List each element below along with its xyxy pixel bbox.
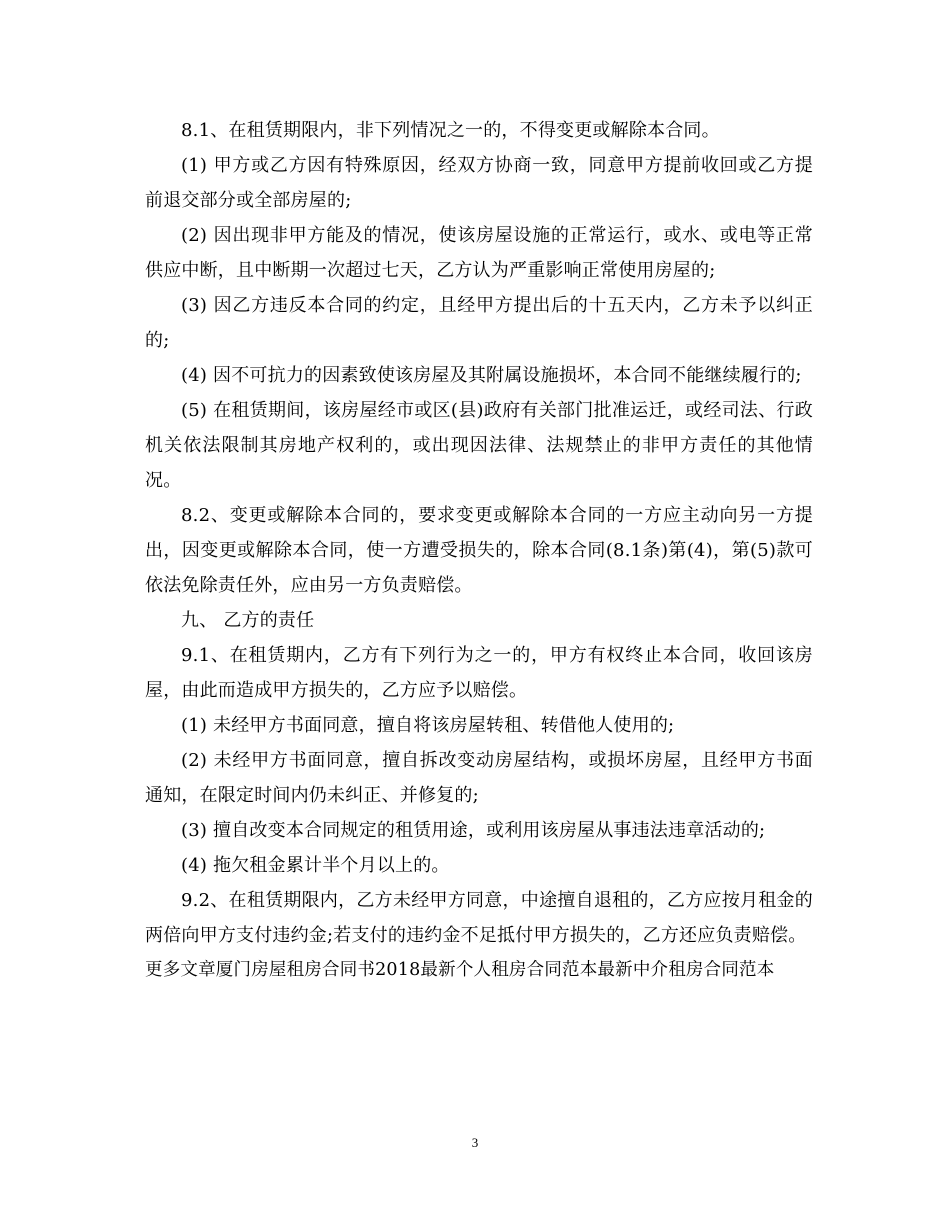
clause-8-1-item-4: (4) 因不可抗力的因素致使该房屋及其附属设施损坏，本合同不能继续履行的; [181,365,802,386]
contract-body [145,113,813,988]
clause-9-2: 9.2、在租赁期限内，乙方未经甲方同意，中途擅自退租的，乙方应按月租金的两倍向甲方支付违约金;若支付的违约金不足抵付甲方损失的，乙方还应负责赔偿。 [145,890,813,946]
clause-8-1-item-1: (1) 甲方或乙方因有特殊原因，经双方协商一致，同意甲方提前收回或乙方提前退交部分或全部房屋的; [145,155,813,211]
clause-8-1-item-5: (5) 在租赁期间，该房屋经市或区(县)政府有关部门批准运迁，或经司法、行政机关依法限制其房地产权利的，或出现因法律、法规禁止的非甲方责任的其他情况。 [145,400,813,491]
more-articles-links[interactable]: 更多文章厦门房屋租房合同书2018最新个人租房合同范本最新中介租房合同范本 [145,960,775,980]
clause-9-1-item-3: (3) 擅自改变本合同规定的租赁用途，或利用该房屋从事违法违章活动的; [181,820,766,841]
clause-8-1-item-3: (3) 因乙方违反本合同的约定，且经甲方提出后的十五天内，乙方未予以纠正的; [145,295,813,351]
clause-9-1: 9.1、在租赁期内，乙方有下列行为之一的，甲方有权终止本合同，收回该房屋，由此而造成甲方损失的，乙方应予以赔偿。 [145,645,813,701]
clause-9-1-item-1: (1) 未经甲方书面同意，擅自将该房屋转租、转借他人使用的; [181,715,675,736]
clause-9-1-item-2: (2) 未经甲方书面同意，擅自拆改变动房屋结构，或损坏房屋，且经甲方书面通知，在限定时间内仍未纠正、并修复的; [145,750,813,806]
clause-8-1: 8.1、在租赁期限内，非下列情况之一的，不得变更或解除本合同。 [181,120,720,141]
clause-8-2: 8.2、变更或解除本合同的，要求变更或解除本合同的一方应主动向另一方提出，因变更或解除本合同，使一方遭受损失的，除本合同(8.1条)第(4)，第(5)款可依法免除责任外，应由另一方负责赔偿。 [145,505,813,596]
section-9-heading: 九、 乙方的责任 [181,610,315,631]
clause-9-1-item-4: (4) 拖欠租金累计半个月以上的。 [181,855,450,876]
page-number: 3 [471,1135,479,1150]
clause-8-1-item-2: (2) 因出现非甲方能及的情况，使该房屋设施的正常运行，或水、或电等正常供应中断，且中断期一次超过七天，乙方认为严重影响正常使用房屋的; [145,225,813,281]
